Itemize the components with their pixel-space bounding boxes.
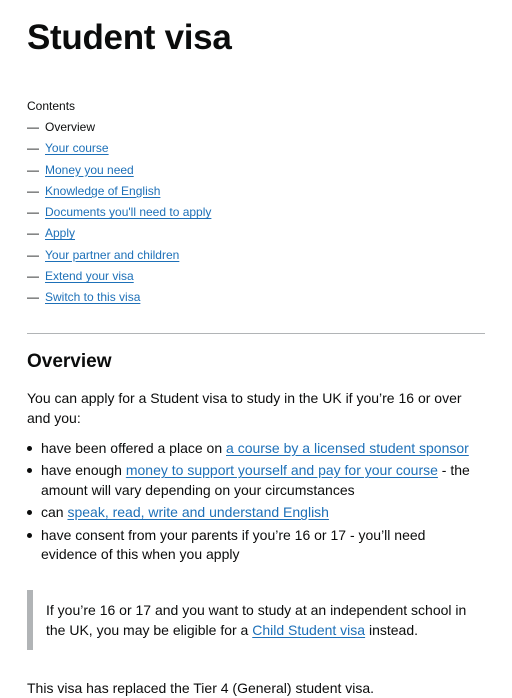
overview-section bbox=[27, 350, 485, 698]
inset-text-prefix: If you’re 16 or 17 and you want to study at an independent school in the UK, you may be eligible for a bbox=[46, 601, 467, 638]
contents-link-partner-and-children[interactable]: Your partner and children bbox=[45, 247, 180, 262]
bullet-text: have consent from your parents if you’re 16 or 17 - you’ll need evidence of this when you apply bbox=[41, 526, 426, 563]
dash-icon: — bbox=[27, 162, 39, 177]
dash-icon: — bbox=[27, 269, 39, 284]
contents-link-your-course[interactable]: Your course bbox=[45, 141, 109, 156]
page-title: Student visa bbox=[27, 18, 232, 57]
inset-text bbox=[27, 590, 485, 650]
eligibility-list bbox=[27, 439, 485, 565]
child-student-visa-link[interactable]: Child Student visa bbox=[252, 621, 366, 638]
bullet-text: have been offered a place on bbox=[41, 439, 227, 456]
contents-link-apply[interactable]: Apply bbox=[45, 226, 76, 241]
bullet-text-suffix: - the amount will vary depending on your circumstances bbox=[41, 462, 470, 498]
inset-text-suffix: instead. bbox=[365, 621, 419, 638]
contents-link-extend-visa[interactable]: Extend your visa bbox=[45, 269, 134, 284]
dash-icon: — bbox=[27, 183, 39, 198]
money-support-link[interactable]: money to support yourself and pay for your course bbox=[125, 462, 438, 479]
list-item bbox=[41, 526, 485, 565]
overview-intro: You can apply for a Student visa to study in the UK if you’re 16 or over and you: bbox=[27, 389, 462, 426]
contents-link-switch-visa[interactable]: Switch to this visa bbox=[45, 290, 141, 305]
list-item bbox=[41, 439, 485, 459]
contents-item-overview bbox=[27, 117, 485, 138]
contents-nav bbox=[27, 98, 485, 309]
english-requirement-link[interactable]: speak, read, write and understand English bbox=[67, 504, 329, 521]
list-item bbox=[41, 461, 485, 500]
contents-item-partner bbox=[27, 245, 485, 266]
licensed-sponsor-link[interactable]: a course by a licensed student sponsor bbox=[226, 439, 469, 456]
contents-link-money-you-need[interactable]: Money you need bbox=[45, 162, 134, 177]
section-divider bbox=[27, 333, 485, 334]
contents-item-extend bbox=[27, 266, 485, 287]
contents-item-switch bbox=[27, 287, 485, 308]
bullet-text: can bbox=[41, 504, 68, 521]
dash-icon: — bbox=[27, 205, 39, 220]
contents-item-documents bbox=[27, 202, 485, 223]
contents-item-apply bbox=[27, 223, 485, 244]
contents-link-knowledge-of-english[interactable]: Knowledge of English bbox=[45, 183, 161, 198]
contents-item-your-course bbox=[27, 138, 485, 159]
dash-icon: — bbox=[27, 120, 39, 134]
contents-heading: Contents bbox=[27, 99, 76, 113]
overview-heading: Overview bbox=[27, 350, 112, 372]
dash-icon: — bbox=[27, 247, 39, 262]
contents-list bbox=[27, 117, 485, 309]
dash-icon: — bbox=[27, 290, 39, 305]
inset-paragraph bbox=[46, 600, 485, 640]
contents-item-english bbox=[27, 181, 485, 202]
closing-paragraph: This visa has replaced the Tier 4 (General) student visa. bbox=[27, 679, 375, 696]
list-item bbox=[41, 503, 485, 523]
dash-icon: — bbox=[27, 226, 39, 241]
dash-icon: — bbox=[27, 141, 39, 156]
contents-item-money bbox=[27, 160, 485, 181]
contents-item-label: Overview bbox=[45, 120, 96, 134]
bullet-text: have enough bbox=[41, 462, 126, 479]
contents-link-documents[interactable]: Documents you'll need to apply bbox=[45, 205, 212, 220]
